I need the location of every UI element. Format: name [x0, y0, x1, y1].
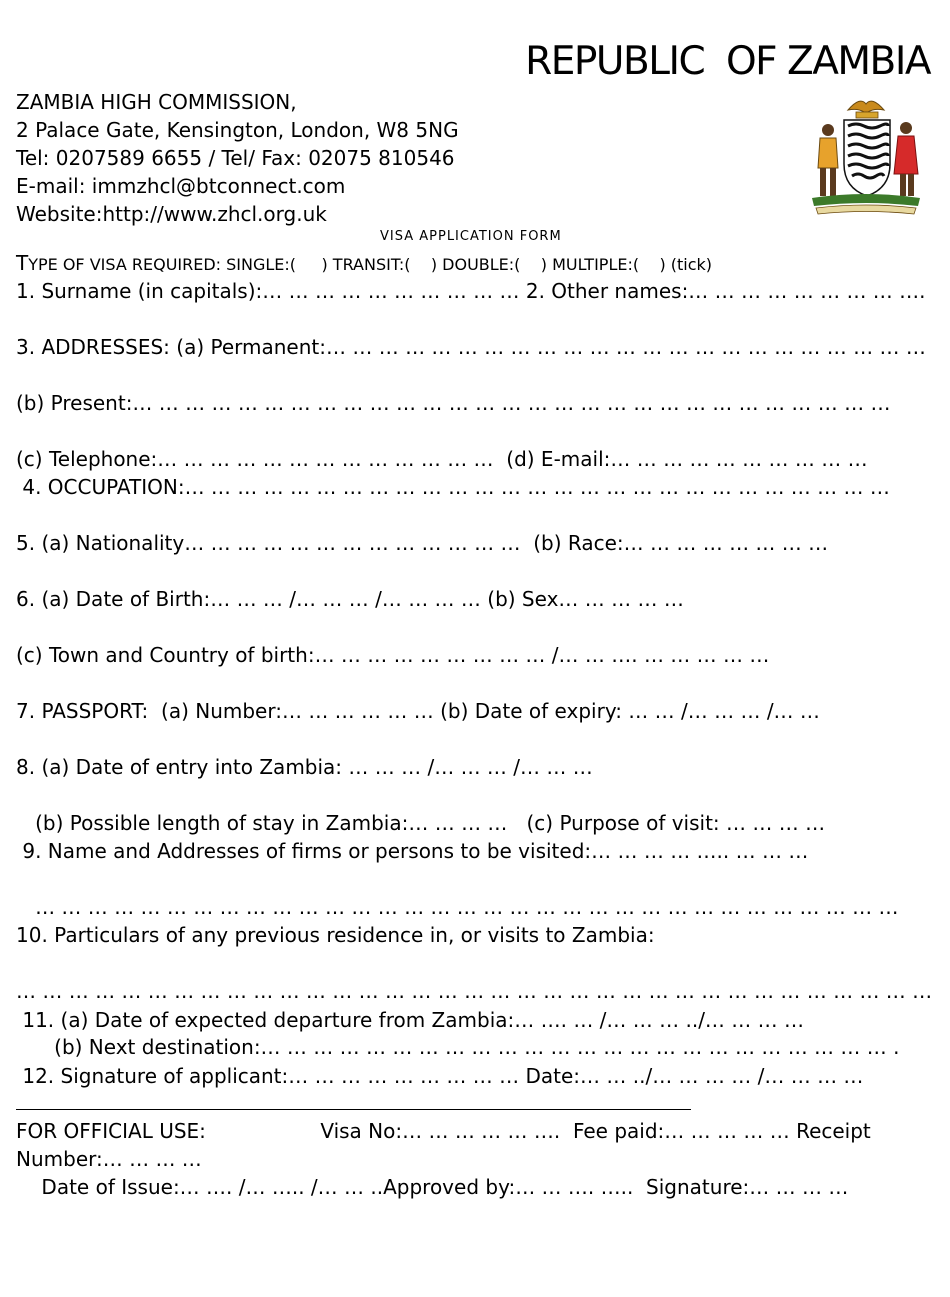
field-persons-visited-cont: … … … … … … … … … … … … … … … … … … … … … … … … … … … … … … … … …	[16, 895, 899, 919]
field-telephone-email: (c) Telephone:… … … … … … … … … … … … … (d) E-mail:… … … … … … … … … …	[16, 447, 868, 471]
commission-website: Website:http://www.zhcl.org.uk	[16, 202, 327, 226]
commission-name: ZAMBIA HIGH COMMISSION,	[16, 90, 297, 114]
separator-line	[16, 1109, 691, 1110]
commission-address: 2 Palace Gate, Kensington, London, W8 5NG	[16, 118, 459, 142]
field-names: 1. Surname (in capitals):… … … … … … … … … … 2. Other names:… … … … … … … … ….	[16, 279, 926, 303]
field-stay-purpose: (b) Possible length of stay in Zambia:… … … … (c) Purpose of visit: … … … …	[16, 811, 826, 835]
official-use-line2: Number:… … … …	[16, 1147, 202, 1171]
field-permanent-address: 3. ADDRESSES: (a) Permanent:… … … … … … … … … … … … … … … … … … … … … … …	[16, 335, 926, 359]
official-use-line3: Date of Issue:… …. /… ….. /… … ..Approved by:… … …. ….. Signature:… … … …	[16, 1175, 849, 1199]
field-persons-visited: 9. Name and Addresses of firms or persons to be visited:… … … … ….. … … …	[16, 839, 809, 863]
field-previous-visits-cont: … … … … … … … … … … … … … … … … … … … … … … … … … … … … … … … … … … …	[16, 979, 933, 1003]
visa-type-text: YPE OF VISA REQUIRED: SINGLE:( ) TRANSIT:( ) DOUBLE:( ) MULTIPLE:( ) (tick)	[28, 255, 713, 274]
field-entry-date: 8. (a) Date of entry into Zambia: … … … /… … … /… … …	[16, 755, 593, 779]
field-previous-visits: 10. Particulars of any previous residence in, or visits to Zambia:	[16, 923, 655, 947]
official-use-line1: FOR OFFICIAL USE: Visa No:… … … … … …. Fee paid:… … … … … Receipt	[16, 1119, 871, 1143]
field-present-address: (b) Present:… … … … … … … … … … … … … … … … … … … … … … … … … … … … …	[16, 391, 891, 415]
field-nationality-race: 5. (a) Nationality… … … … … … … … … … … … … (b) Race:… … … … … … … …	[16, 531, 829, 555]
field-occupation: 4. OCCUPATION:… … … … … … … … … … … … … … … … … … … … … … … … … … …	[16, 475, 890, 499]
commission-email: E-mail: immzhcl@btconnect.com	[16, 174, 346, 198]
page-title: REPUBLIC OF ZAMBIA	[525, 39, 930, 84]
field-passport: 7. PASSPORT: (a) Number:… … … … … … (b) Date of expiry: … … /… … … /… …	[16, 699, 820, 723]
field-birth-sex: 6. (a) Date of Birth:… … … /… … … /… … … … (b) Sex… … … … …	[16, 587, 684, 611]
field-signature-date: 12. Signature of applicant:… … … … … … … … … Date:… … ../… … … … /… … … …	[16, 1064, 864, 1088]
commission-phone: Tel: 0207589 6655 / Tel/ Fax: 02075 810546	[16, 146, 455, 170]
visa-type-line	[16, 252, 712, 276]
form-title: VISA APPLICATION FORM	[380, 229, 562, 244]
coat-of-arms-icon	[808, 92, 923, 218]
field-birthplace: (c) Town and Country of birth:… … … … … … … … … /… … …. … … … … …	[16, 643, 770, 667]
field-next-destination: (b) Next destination:… … … … … … … … … … … … … … … … … … … … … … … … .	[16, 1035, 900, 1059]
visa-type-initial: T	[16, 251, 29, 275]
field-departure-date: 11. (a) Date of expected departure from Zambia:… …. … /… … … ../… … … …	[16, 1008, 805, 1032]
